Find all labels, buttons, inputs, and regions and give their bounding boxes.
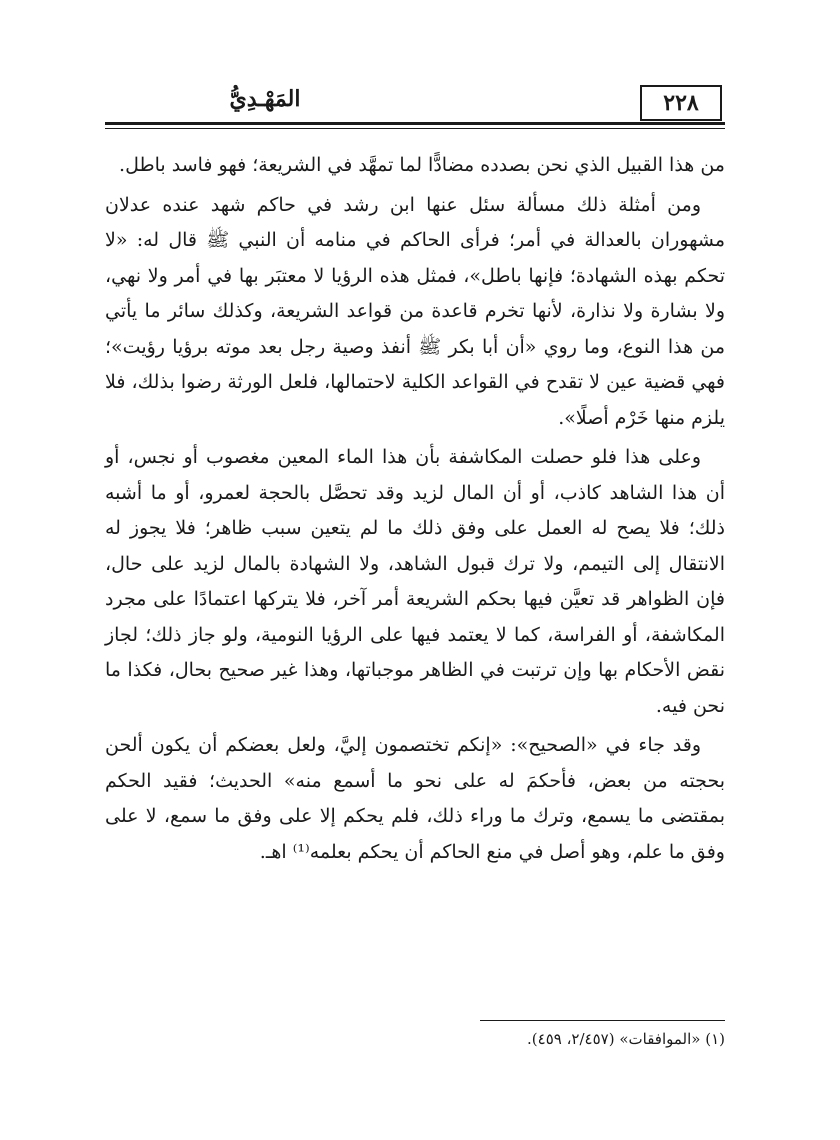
paragraph-3: وعلى هذا فلو حصلت المكاشفة بأن هذا الماء المعين مغصوب أو نجس، أو أن هذا الشاهد كاذب، أو أن المال لزيد وقد تحصَّل بالحجة لعمرو، أو ما أشبه ذلك؛ فلا يصح له العمل على وفق ذلك ما لم يتعين سبب ظاهر؛ فلا يجوز له الانتقال إلى التيمم، ولا ترك قبول الشاهد، ولا الشهادة بالمال لزيد على حال، فإن الظواهر قد تعيَّن فيها بحكم الشريعة أمر آخر، فلا يتركها اعتمادًا على مجرد المكاشفة، أو الفراسة، كما لا يعتمد فيها على الرؤيا النومية، ولو جاز ذلك؛ لجاز نقض الأحكام بها وإن ترتبت في الظاهر موجباتها، وهذا غير صحيح بحال، فكذا ما نحن فيه. [105, 446, 725, 717]
footnote-separator [480, 1020, 725, 1021]
paragraph-1: من هذا القبيل الذي نحن بصدده مضادًّا لما تمهَّد في الشريعة؛ فهو فاسد باطل. [119, 154, 725, 176]
header-rule-thin [105, 128, 725, 129]
paragraph-4: وقد جاء في «الصحيح»: «إنكم تختصمون إليَّ، ولعل بعضكم أن يكون ألحن بحجته من بعض، فأحكمَ له على نحو ما أسمع منه» الحديث؛ فقيد الحكم بمقتضى ما يسمع، وترك ما وراء ذلك، فلم يحكم إلا على وفق ما سمع، لا على وفق ما علم، وهو أصل في منع الحاكم أن يحكم بعلمه⁽¹⁾ اهـ. [105, 734, 725, 863]
page-number-text: ٢٢٨ [663, 90, 699, 116]
footnote: (١) «الموافقات» (٢/٤٥٧، ٤٥٩). [527, 1030, 725, 1048]
page-number [640, 85, 722, 121]
header-rule-thick [105, 122, 725, 125]
main-text [105, 148, 725, 870]
paragraph-2: ومن أمثلة ذلك مسألة سئل عنها ابن رشد في حاكم شهد عنده عدلان مشهوران بالعدالة في أمر؛ فرأى الحاكم في منامه أن النبي ﷺ قال له: «لا تحكم بهذه الشهادة؛ فإنها باطل»، فمثل هذه الرؤيا لا معتبَر بها في أمر ولا نهي، ولا بشارة ولا نذارة، لأنها تخرم قاعدة من قواعد الشريعة، وكذلك سائر ما يأتي من هذا النوع، وما روي «أن أبا بكر ﷺ أنفذ وصية رجل بعد موته برؤيا رؤيت»؛ فهي قضية عين لا تقدح في القواعد الكلية لاحتمالها، فلعل الورثة رضوا بذلك، فلا يلزم منها خَرْم أصلًا». [105, 193, 725, 429]
running-header-title: المَهْـدِيُّ [229, 86, 301, 112]
